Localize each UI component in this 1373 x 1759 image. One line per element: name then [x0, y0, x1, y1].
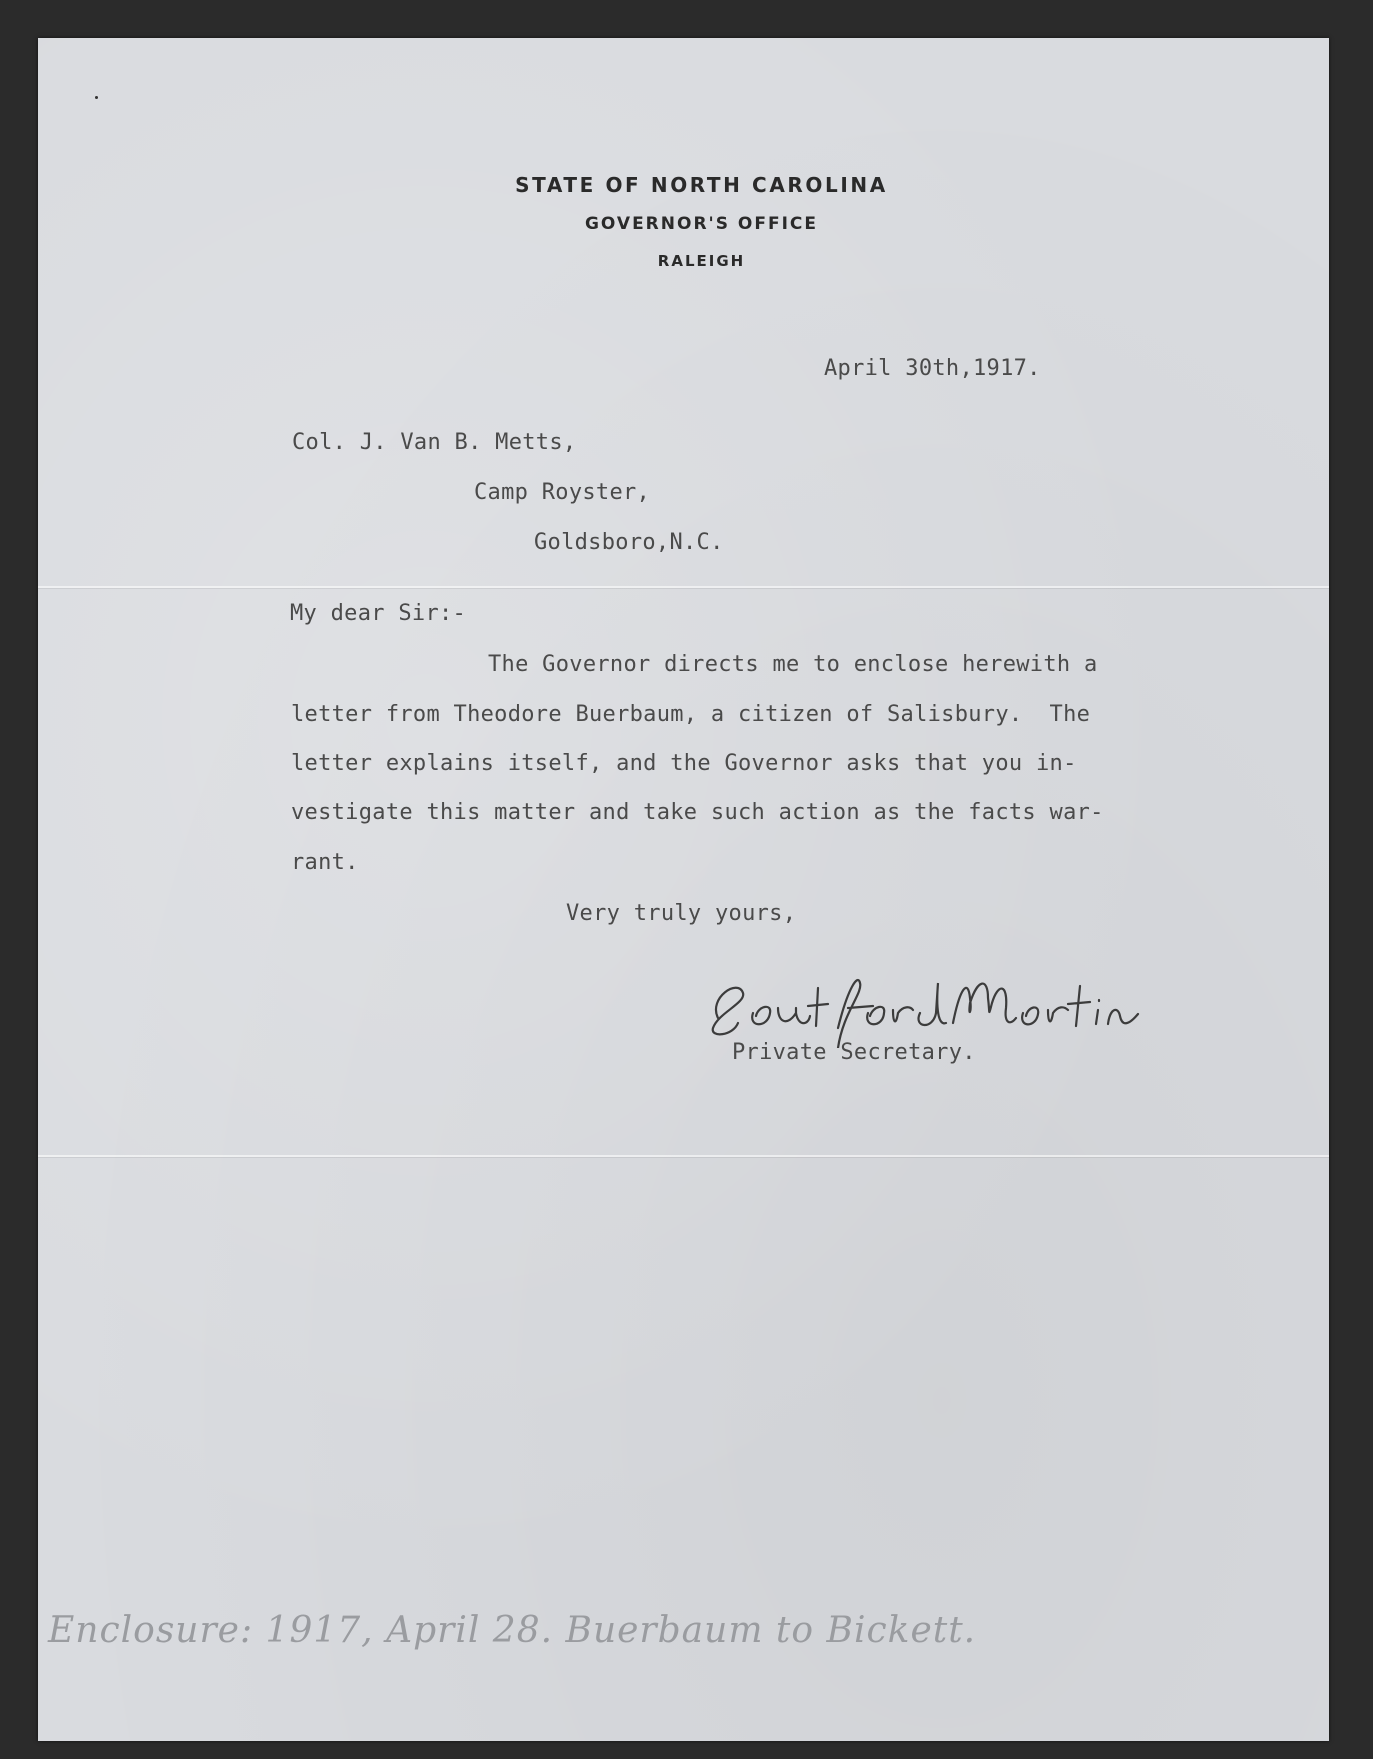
fold-line	[38, 1155, 1329, 1157]
letterhead-state: STATE OF NORTH CAROLINA	[515, 173, 888, 197]
letter-date: April 30th,1917.	[824, 356, 1041, 381]
body-line: letter explains itself, and the Governor asks that you in-	[291, 751, 1077, 776]
paper-speck	[95, 96, 98, 99]
body-line: letter from Theodore Buerbaum, a citizen of Salisbury. The	[291, 702, 1091, 727]
body-line: vestigate this matter and take such action as the facts war-	[291, 800, 1104, 825]
fold-line	[38, 586, 1329, 588]
recipient-name: Col. J. Van B. Metts,	[292, 430, 577, 455]
body-line: The Governor directs me to enclose herewith a	[488, 652, 1098, 677]
body-line: rant.	[291, 850, 359, 875]
letterhead-office: GOVERNOR'S OFFICE	[584, 214, 819, 234]
handwritten-signature	[698, 968, 1158, 1048]
pencil-note: Enclosure: 1917, April 28. Buerbaum to Bickett.	[48, 1610, 977, 1651]
recipient-city: Goldsboro,N.C.	[534, 530, 724, 555]
letterhead-city: RALEIGH	[657, 252, 746, 270]
letter-page	[38, 38, 1329, 1741]
salutation: My dear Sir:-	[290, 601, 467, 626]
closing: Very truly yours,	[566, 901, 797, 926]
signer-title: Private Secretary.	[732, 1040, 976, 1065]
recipient-location: Camp Royster,	[474, 480, 651, 505]
